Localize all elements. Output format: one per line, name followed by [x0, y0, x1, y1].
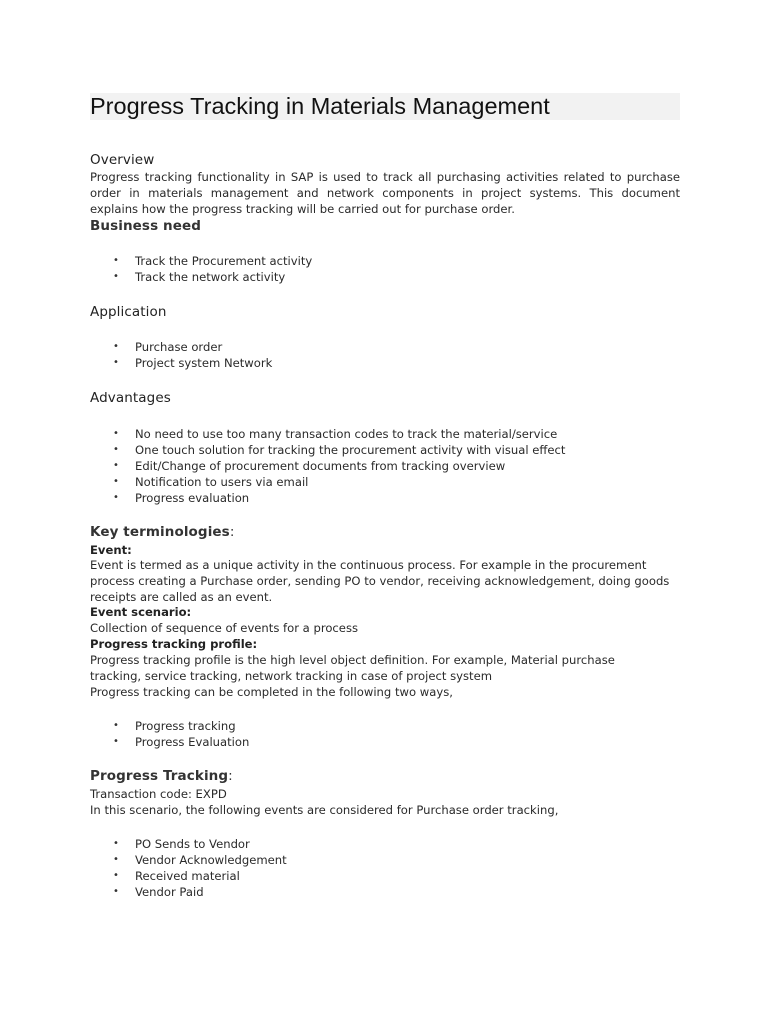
progress-tracking-heading: Progress Tracking:	[90, 768, 233, 784]
bullet-icon: •	[113, 870, 119, 881]
event-term-text: Event is termed as a unique activity in the continuous process. For example in the procurement process creating a Purchase order, sending PO to vendor, receiving acknowledgement, doing goods receipts are called as an event.	[90, 558, 670, 604]
event-scenario-label: Event scenario:	[90, 605, 192, 619]
list-item: • Track the Procurement activity	[113, 254, 313, 268]
bullet-icon: •	[113, 720, 119, 731]
bullet-icon: •	[113, 886, 119, 897]
list-item: • Progress Evaluation	[113, 735, 250, 749]
application-list	[90, 339, 680, 371]
key-terminologies-heading: Key terminologies:	[90, 524, 235, 540]
bullet-icon: •	[113, 476, 119, 487]
tracking-scenario-text: In this scenario, the following events are considered for Purchase order tracking,	[90, 803, 559, 817]
list-item: • Progress tracking	[113, 719, 236, 733]
list-item: • Track the network activity	[113, 270, 286, 284]
list-item: • Progress evaluation	[113, 491, 250, 505]
bullet-icon: •	[113, 357, 119, 368]
overview-heading: Overview	[90, 152, 155, 168]
tracking-profile-label: Progress tracking profile:	[90, 637, 258, 651]
list-item: • Received material	[113, 869, 240, 883]
po-events-list	[90, 836, 680, 900]
bullet-icon: •	[113, 460, 119, 471]
list-item: • Notification to users via email	[113, 475, 309, 489]
advantages-heading: Advantages	[90, 390, 171, 406]
list-item: • No need to use too many transaction codes to track the material/service	[113, 427, 558, 441]
event-scenario-text: Collection of sequence of events for a process	[90, 621, 359, 635]
document-page	[90, 0, 680, 1024]
bullet-icon: •	[113, 838, 119, 849]
document-title: Progress Tracking in Materials Management	[90, 93, 680, 120]
bullet-icon: •	[113, 492, 119, 503]
advantages-list	[90, 426, 680, 506]
list-item: • One touch solution for tracking the procurement activity with visual effect	[113, 443, 566, 457]
bullet-icon: •	[113, 444, 119, 455]
tracking-ways-text: Progress tracking can be completed in the following two ways,	[90, 685, 453, 699]
list-item: • Purchase order	[113, 340, 223, 354]
transaction-code-text: Transaction code: EXPD	[90, 787, 227, 801]
list-item: • Vendor Acknowledgement	[113, 853, 287, 867]
bullet-icon: •	[113, 271, 119, 282]
bullet-icon: •	[113, 854, 119, 865]
overview-paragraph: Progress tracking functionality in SAP is used to track all purchasing activities related to purchase order in materials management and network components in project systems. This document explains how the progress tracking will be carried out for purchase order.	[90, 170, 680, 216]
business-need-list	[90, 253, 680, 285]
bullet-icon: •	[113, 341, 119, 352]
list-item: • PO Sends to Vendor	[113, 837, 250, 851]
application-heading: Application	[90, 304, 167, 320]
bullet-icon: •	[113, 428, 119, 439]
list-item: • Project system Network	[113, 356, 273, 370]
bullet-icon: •	[113, 736, 119, 747]
tracking-profile-text: Progress tracking profile is the high level object definition. For example, Material purchase tracking, service tracking, network tracking in case of project system	[90, 653, 615, 683]
list-item: • Vendor Paid	[113, 885, 204, 899]
business-need-heading: Business need	[90, 218, 201, 234]
event-term-label: Event:	[90, 543, 132, 557]
bullet-icon: •	[113, 255, 119, 266]
list-item: • Edit/Change of procurement documents from tracking overview	[113, 459, 506, 473]
tracking-ways-list	[90, 718, 680, 750]
